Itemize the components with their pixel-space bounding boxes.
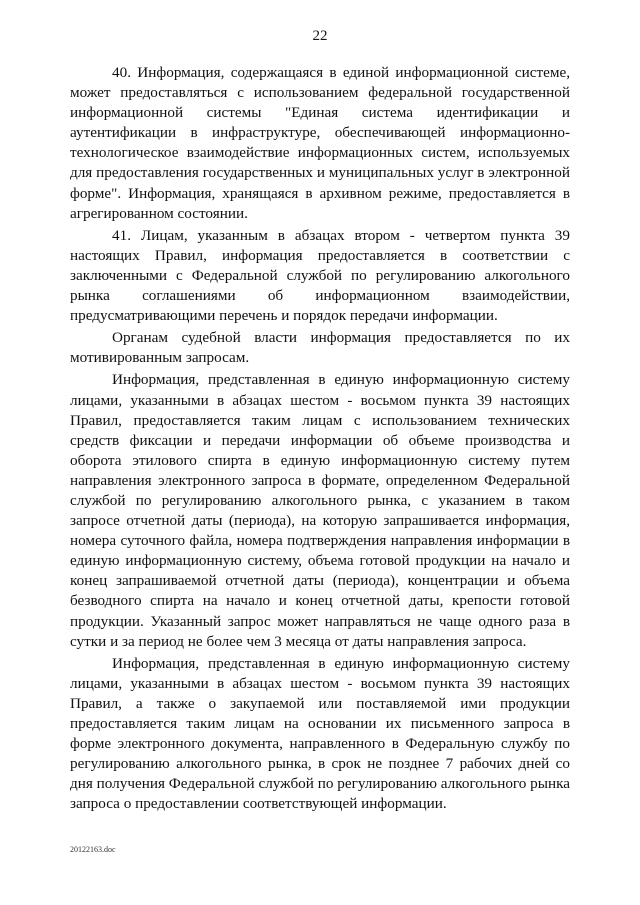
paragraph-info-request-technical: Информация, представленная в единую информационную систему лицами, указанными в абзацах шестом - восьмом пункта 39 настоящих Правил, предоставляется таким лицам с использованием технических средств фиксации и передачи информации об объеме производства и оборота этилового спирта в единую информационную систему путем направления электронного запроса в формате, определенном Федеральной службой по регулированию алкогольного рынка, с указанием в таком запросе отчетной даты (периода), на которую запрашивается информация, номера суточного файла, номера подтверждения направления информации в единую информационную систему, объема готовой продукции на начало и конец запрашиваемой отчетной даты (периода), концентрации и объема безводного спирта на начало и конец отчетной даты, крепости готовой продукции. Указанный запрос может направляться не чаще одного раза в сутки и за период не более чем 3 месяца от даты направления запроса. bbox=[70, 371, 570, 650]
paragraph-40: 40. Информация, содержащаяся в единой информационной системе, может предоставляться с использованием федеральной государственной информационной системы "Единая система идентификации и аутентификации в инфраструктуре, обеспечивающей информационно-технологическое взаимодействие информационных систем, используемых для предоставления государственных и муниципальных услуг в электронной форме". Информация, хранящаяся в архивном режиме, предоставляется в агрегированном состоянии. bbox=[70, 64, 570, 222]
page-number: 22 bbox=[312, 28, 328, 44]
footer-filename: 20122163.doc bbox=[70, 845, 116, 854]
paragraph-41: 41. Лицам, указанным в абзацах втором - четвертом пункта 39 настоящих Правил, информация предоставляется в соответствии с заключенными с Федеральной службой по регулированию алкогольного рынка соглашениями об информационном взаимодействии, предусматривающими перечень и порядок передачи информации. bbox=[70, 226, 570, 325]
paragraph-judicial: Органам судебной власти информация предоставляется по их мотивированным запросам. bbox=[70, 329, 570, 367]
paragraph-info-request-written: Информация, представленная в единую информационную систему лицами, указанными в абзацах шестом - восьмом пункта 39 настоящих Правил, а также о закупаемой или поставляемой ими продукции предоставляется таким лицам на основании их письменного запроса в форме электронного документа, направленного в Федеральную службу по регулированию алкогольного рынка, в срок не позднее 7 рабочих дней со дня получения Федеральной службой по регулированию алкогольного рынка запроса о предоставлении соответствующей информации. bbox=[70, 654, 570, 813]
document-body bbox=[70, 63, 570, 816]
